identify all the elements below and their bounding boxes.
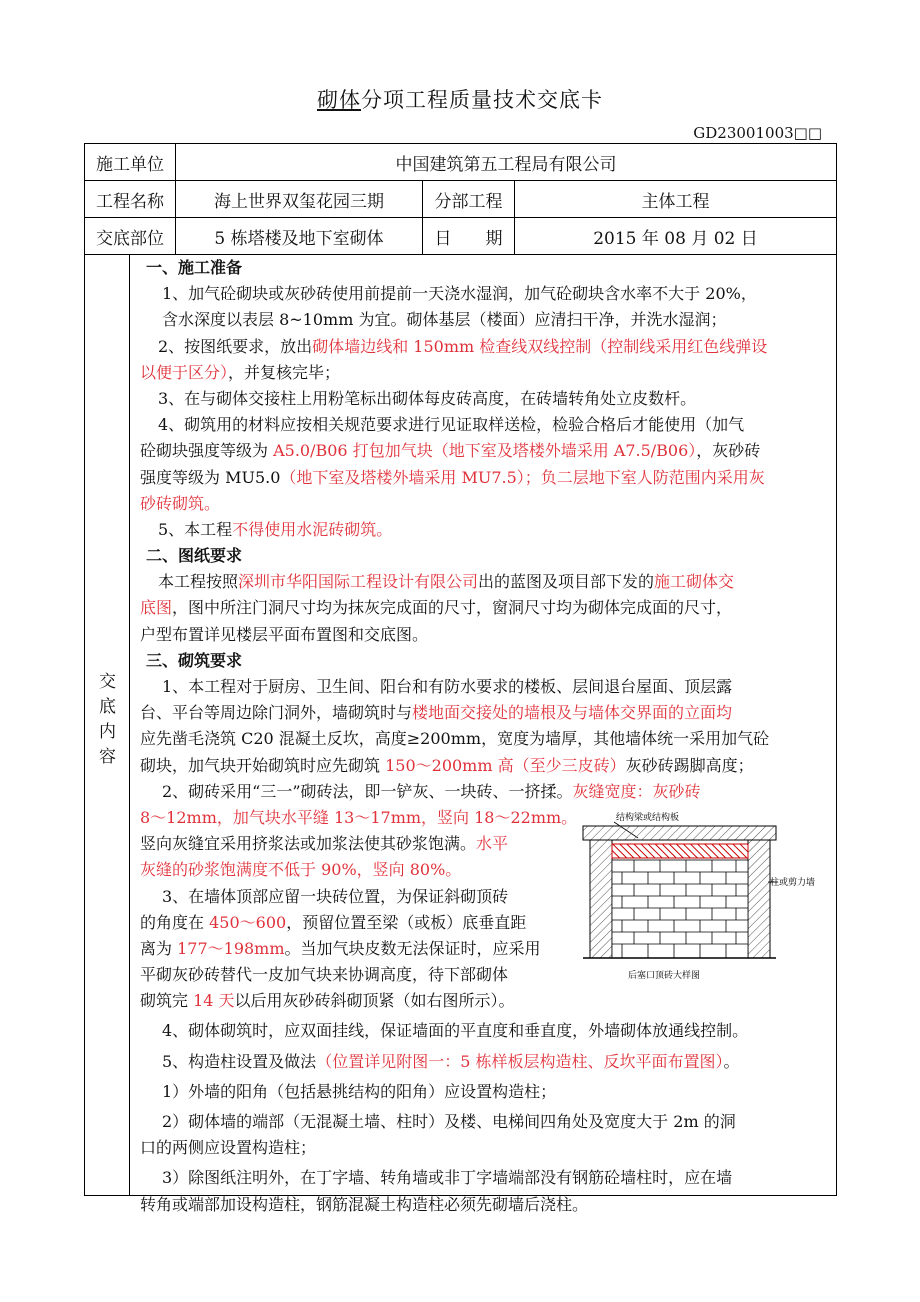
side-label: [85, 670, 130, 770]
para-5: [140, 517, 834, 543]
text: 的角度在: [140, 912, 210, 932]
info-row-part: [85, 218, 837, 255]
red-text: 底图: [140, 598, 173, 618]
text: 离为: [140, 938, 178, 958]
red-text: 450～600: [209, 912, 287, 932]
figure-brick-wall: [612, 860, 748, 958]
text: 。: [723, 1051, 740, 1071]
masonry-1-line-2: [140, 700, 834, 726]
side-column: [85, 255, 130, 1195]
figure-beam: [583, 826, 776, 840]
info-table: [84, 143, 837, 255]
section-heading-masonry: 三、砌筑要求: [146, 650, 243, 670]
part-value: 5 栋塔楼及地下室砌体: [176, 218, 423, 255]
content-body: [140, 255, 834, 1218]
text: ，图中所注门洞尺寸均为抹灰完成面的尺寸，窗洞尺寸均为砌体完成面的尺寸，: [172, 598, 733, 618]
page-title: [0, 84, 920, 114]
text: 以后用灰砂砖斜砌顶紧（如右图所示）。: [234, 991, 515, 1011]
text: ，预留位置至梁（或板）底垂直距: [286, 912, 527, 932]
masonry-3-line-4: 平砌灰砂砖替代一皮加气块来协调高度，待下部砌体: [140, 965, 509, 985]
red-text: 150～200mm 高（至少三皮砖）: [385, 755, 626, 775]
document-number: GD23001003□□: [693, 124, 822, 142]
sub-value: 主体工程: [515, 181, 837, 218]
masonry-2-line-4: 灰缝的砂浆饱满度不低于 90%，竖向 80%。: [140, 860, 462, 880]
masonry-5-2-line-1: 2）砌体墙的端部（无混凝土墙、柱时）及楼、电梯间四角处及宽度大于 2m 的洞: [162, 1112, 736, 1131]
sub-label: 分部工程: [423, 181, 515, 218]
red-text: 楼地面交接处的墙根及与墙体交界面的立面均: [412, 703, 733, 723]
masonry-5-3-line-1: 3）除图纸注明外，在丁字墙、转角墙或非丁字墙端部没有钢筋砼墙柱时，应在墙: [162, 1168, 733, 1188]
info-row-project: [85, 181, 837, 218]
figure-top-brick-row: [612, 844, 748, 858]
masonry-2-line-1: [140, 779, 834, 805]
masonry-5-3-line-2: 转角或端部加设构造柱，钢筋混凝土构造柱必须先砌墙后浇柱。: [140, 1194, 589, 1214]
drawing-line-3: 户型布置详见楼层平面布置图和交底图。: [140, 624, 429, 644]
info-row-unit: [85, 144, 837, 181]
masonry-5-1: 1）外墙的阳角（包括悬挑结构的阳角）应设置构造柱；: [162, 1081, 557, 1101]
text: 强度等级为 MU5.0: [140, 467, 281, 487]
text: 5、构造柱设置及做法: [162, 1051, 317, 1071]
text: ，并复核完毕；: [228, 362, 341, 382]
figure-right-column: [748, 840, 770, 958]
masonry-1-line-1: 1、本工程对于厨房、卫生间、阳台和有防水要求的楼板、层间退台屋面、顶层露: [162, 677, 733, 696]
masonry-4: 4、砌体砌筑时，应双面挂线，保证墙面的平直度和垂直度，外墙砌体放通线控制。: [162, 1021, 749, 1041]
para-2-line-2: [140, 360, 834, 386]
masonry-3-line-5: [140, 988, 834, 1014]
text: 出的蓝图及项目部下发的: [478, 572, 655, 592]
red-text: A5.0/B06 打包加气块（地下室及塔楼外墙采用 A7.5/B06）: [273, 441, 697, 461]
text: 2、砌砖采用“三一”砌砖法，即一铲灰、一块砖、一挤揉。: [162, 781, 573, 801]
side-char: 内: [99, 722, 116, 742]
para-1-line-1: 1、加气砼砌块或灰砂砖使用前提前一天浇水湿润，加气砼砌块含水率不大于 20%，: [162, 284, 757, 304]
masonry-3-line-1: 3、在墙体顶部应留一块砖位置，为保证斜砌顶砖: [162, 886, 509, 906]
red-text: 砌体墙边线和 150mm 检查线双线控制（控制线采用红色线弹设: [312, 336, 768, 356]
top-brick-detail-figure: [578, 810, 823, 987]
text: ，灰砂砖: [696, 441, 761, 461]
side-char: 底: [99, 697, 116, 717]
red-text: 以便于区分）: [140, 362, 229, 382]
project-label: 工程名称: [85, 181, 176, 218]
unit-value: 中国建筑第五工程局有限公司: [176, 144, 837, 181]
content-box: [84, 255, 837, 1214]
para-3: 3、在与砌体交接柱上用粉笔标出砌体每皮砖高度，在砖墙转角处立皮数杆。: [158, 388, 697, 408]
masonry-5-2-line-2: 口的两侧应设置构造柱；: [140, 1138, 317, 1158]
text: 。当加气块皮数无法保证时，应采用: [284, 938, 541, 958]
red-text: 施工砌体交: [654, 572, 735, 592]
drawing-line-2: [140, 595, 834, 621]
text: 砌筑完: [140, 991, 194, 1011]
part-label: 交底部位: [85, 218, 176, 255]
figure-caption: 后塞口顶砖大样图: [628, 971, 701, 981]
red-text: 不得使用水泥砖砌筑。: [232, 519, 393, 539]
drawing-line-1: [140, 569, 834, 595]
masonry-1-line-3: 应先凿毛浇筑 C20 混凝土反坎，高度≥200mm，宽度为墙厚，其他墙体统一采用加气砼: [140, 729, 770, 749]
title-rest: 分项工程质量技术交底卡: [361, 88, 603, 112]
red-text: 灰缝宽度：灰砂砖: [572, 781, 701, 801]
masonry-1-line-4: [140, 753, 834, 779]
red-text: 177～198mm: [177, 938, 285, 958]
project-value: 海上世界双玺花园三期: [176, 181, 423, 218]
date-value: 2015 年 08 月 02 日: [515, 218, 837, 255]
text: 本工程按照: [158, 572, 239, 592]
para-2-line-1: [140, 334, 834, 360]
text: 2、按图纸要求，放出: [158, 336, 313, 356]
red-text: 14 天: [193, 991, 235, 1011]
side-char: 容: [99, 747, 116, 767]
red-text: 水平: [476, 834, 509, 854]
para-4-line-4: 砂砖砌筑。: [140, 493, 221, 513]
para-4-line-3: [140, 465, 834, 491]
unit-label: 施工单位: [85, 144, 176, 181]
para-1-line-2: 含水深度以表层 8~10mm 为宜。砌体基层（楼面）应清扫干净，并洗水湿润；: [162, 310, 727, 330]
para-4-line-1: 4、砌筑用的材料应按相关规范要求进行见证取样送检，检验合格后才能使用（加气: [158, 415, 745, 435]
text: 灰砂砖踢脚高度；: [625, 755, 754, 775]
side-char: 交: [99, 672, 116, 692]
text: 竖向灰缝宜采用挤浆法或加浆法使其砂浆饱满。: [140, 834, 477, 854]
para-4-line-2: [140, 438, 834, 464]
text: 台、平台等周边除门洞外，墙砌筑时与: [140, 703, 413, 723]
red-text: 深圳市华阳国际工程设计有限公司: [238, 572, 479, 592]
figure-left-column: [590, 840, 612, 958]
masonry-2-line-2: 8～12mm，加气块水平缝 13～17mm，竖向 18～22mm。: [140, 807, 578, 827]
date-label: 日 期: [423, 218, 515, 255]
masonry-5-heading: [140, 1049, 834, 1075]
figure-side-label: 柱或剪力墙: [770, 878, 816, 888]
section-heading-drawings: 二、图纸要求: [146, 546, 243, 566]
text: 5、本工程: [158, 519, 233, 539]
text: 砌块，加气块开始砌筑时应先砌筑: [140, 755, 386, 775]
red-text: （位置详见附图一：5 栋样板层构造柱、反坎平面布置图）: [316, 1051, 724, 1071]
figure-top-label: 结构梁或结构板: [616, 813, 680, 823]
section-heading-prep: 一、施工准备: [146, 258, 243, 277]
title-underlined: 砌体: [317, 88, 361, 112]
text: 砼砌块强度等级为: [140, 441, 274, 461]
red-text: （地下室及塔楼外墙采用 MU7.5）；负二层地下室人防范围内采用灰: [280, 467, 765, 487]
